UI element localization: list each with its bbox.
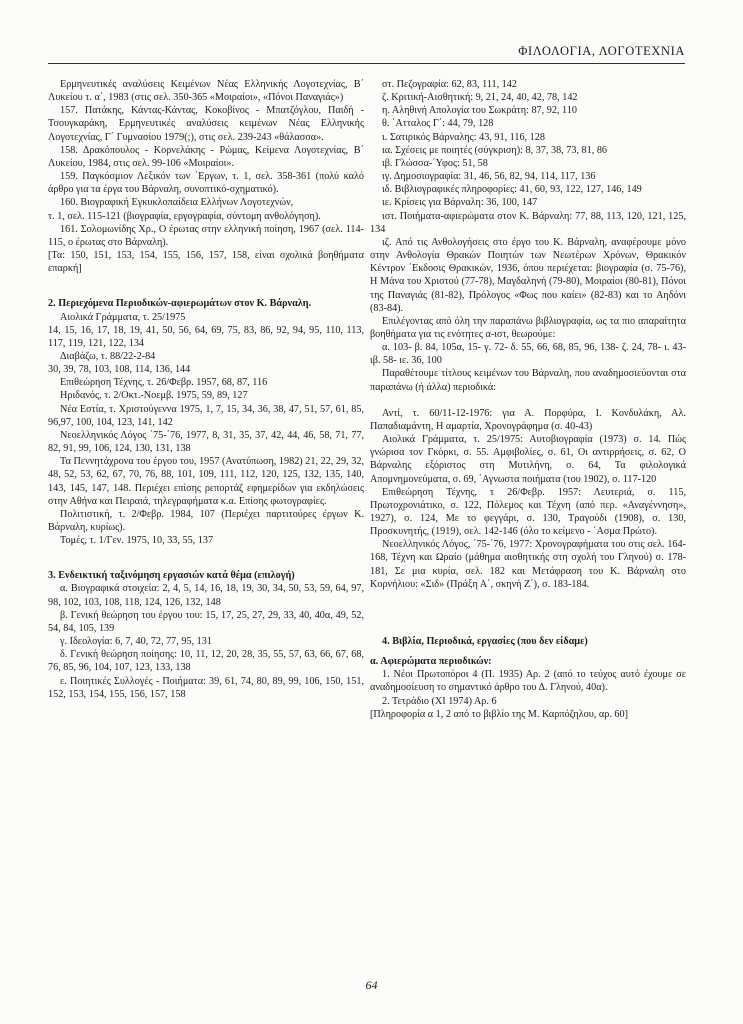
topic-entry: ιε. Κρίσεις για Βάρναλη: 36, 100, 147: [382, 197, 538, 209]
entry-160-cont: τ. 1, σελ. 115-121 (βιογραφία, εργογραφία, σύντομη ανθολόγηση).: [48, 210, 321, 222]
section-heading: 4. Βιβλία, Περιοδικά, εργασίες (που δεν είδαμε): [382, 635, 588, 647]
topic-entry: ιζ. Από τις Ανθολογήσεις στο έργο του Κ. Βάρναλη, αναφέρουμε μόνο στην Ανθολογία Θρακών Ποιητών των Νεωτέρων Χρόνων, Θρακικόν Κέντρον ΄Εκδοσις Θρακικών, 1936, όπου περιέχεται: βιογραφία (σ. 75-76), Η Μάνα του Χριστού (77-78), Μαγδαληνή (79-80), Μοιραίοι (80-81), Πόνοι της Παναγιάς (81-82), Πρόλογος «Φως που καίει» (82-83) και το Αηδόνι (83-84).: [370, 236, 686, 314]
running-title: ΦΙΛΟΛΟΓΙΑ, ΛΟΓΟΤΕΧΝΙΑ: [518, 44, 685, 58]
topic-entry: α. Βιογραφικά στοιχεία: 2, 4, 5, 14, 16, 18, 19, 30, 34, 50, 53, 59, 64, 97, 98, 102, 103, 108, 118, 124, 126, 132, 148: [48, 583, 364, 608]
header-rule: [48, 63, 685, 64]
periodical-entry: Νεοελληνικός Λόγος ΄75-΄76, 1977, 8, 31, 35, 37, 42, 44, 46, 58, 71, 77, 82, 91, 99, 106, 124, 130, 131, 138: [48, 429, 364, 455]
summary-text: Παραθέτουμε τίτλους κειμένων του Βάρναλη, που αναδημοσιεύονται στα παραπάνω (ή άλλα) περιοδικά:: [370, 368, 686, 393]
periodical-entry: Διαβάζω, τ. 88/22-2-84: [60, 350, 156, 362]
section-heading: 3. Ενδεικτική ταξινόμηση εργασιών κατά θέμα (επιλογή): [48, 570, 295, 582]
topic-entry: ιβ. Γλώσσα-΄Υφος: 51, 58: [382, 157, 488, 169]
periodical-entry: Επιθεώρηση Τέχνης, τ. 26/Φεβρ. 1957, 68, 87, 116: [60, 377, 268, 389]
entry-161: 161. Σολομωνίδης Χρ., Ο έρωτας στην ελληνική ποίηση, 1967 (σελ. 114-115, ο έρωτας στο Βάρναλη).: [48, 223, 364, 248]
unseen-entry: 2. Τετράδιο (ΧΙ 1974) Αρ. 6: [382, 695, 497, 707]
periodical-entry: Αιολικά Γράμματα, τ. 25/1975: [60, 311, 186, 323]
topic-entry: ε. Ποιητικές Συλλογές - Ποιήματα: 39, 61, 74, 80, 89, 99, 106, 150, 151, 152, 153, 154, 155, 156, 157, 158: [48, 675, 364, 700]
summary-text: Επιλέγοντας από όλη την παραπάνω βιβλιογραφία, ως τα πιο απαραίτητα βοηθήματα για τις ενότητες α-ιστ, θεωρούμε:: [370, 315, 686, 340]
periodical-entry: 30, 39, 78, 103, 108, 114, 136, 144: [48, 364, 191, 376]
subsection-heading: α. Αφιερώματα περιοδικών:: [370, 656, 492, 668]
left-column: [48, 78, 364, 701]
entry-159: 159. Παγκόσμιον Λεξικόν των ΄Εργων, τ. 1, σελ. 358-361 (πολύ καλό άρθρο για τα έργα του Βάρναλη, συνοπτικό-σχηματικό).: [48, 171, 364, 196]
entry-text: Ερμηνευτικές αναλύσεις Κειμένων Νέας Ελληνικής Λογοτεχνίας, Β΄ Λυκείου τ. α΄, 1983 (στις σελ. 350-365 «Μοιραίοι», «Πόνοι Παναγιάς»): [48, 79, 364, 104]
note-school-aids: [Τα: 150, 151, 153, 154, 155, 156, 157, 158, είναι σχολικά βοηθήματα επαρκή]: [48, 250, 364, 275]
topic-entry: ι. Σατιρικός Βάρναλης: 43, 91, 116, 128: [382, 131, 545, 143]
reprint-entry: Αιολικά Γράμματα, τ. 25/1975: Αυτοβιογραφία (1973) σ. 14. Πώς γνώρισα τον Γκόρκι, σ. 55. Αμφιβολίες, σ. 61, Οι αντιρρήσεις, σ. 62, Ο Βάρναλης εξόριστος στη Μυτιλήνη, σ. 64, Τα φιλολογικά Απομνημονεύματα, σ. 69, ΄Αγνωστα ποιήματα (του 1902), σ. 117-120: [370, 434, 686, 485]
topic-entry: θ. ΄Ατταλος Γ΄: 44, 79, 128: [382, 118, 494, 130]
reprint-entry: Επιθεώρηση Τέχνης, τ 26/Φεβρ. 1957: Λευτεριά, σ. 115, Πρωτοχρονιάτικο, σ. 122, Πόλεμος και Τέχνη (από περ. «Αναγέννηση», 1927), σ. 124, Με το φεγγάρι, σ. 130, Τραγούδι (1908), σ. 130, Προσκυνητής, (1919), σελ. 142-146 (όλο το κείμενο - ΄Ασμα Πρώτο).: [370, 486, 686, 538]
periodical-entry: Τα Πεννητάχρονα του έργου του, 1957 (Ανατύπωση, 1982) 21, 22, 29, 32, 48, 52, 53, 62, 67, 70, 76, 88, 101, 109, 111, 112, 120, 125, 132, 135, 140, 143, 145, 147, 148. Περιέχει επίσης ρεπορτάζ εφημερίδων για εκδηλώσεις στην Αθήνα και Πειραιά, τηλεγραφήματα κ.α. Επίσης φωτογραφίες.: [48, 456, 364, 507]
topic-entry: ιγ. Δημοσιογραφία: 31, 46, 56, 82, 94, 114, 117, 136: [382, 171, 596, 183]
topic-entry: δ. Γενική θεώρηση ποίησης: 10, 11, 12, 20, 28, 35, 55, 57, 63, 66, 67, 68, 76, 85, 96, 104, 107, 123, 133, 138: [48, 649, 364, 674]
unseen-entry: 1. Νέοι Πρωτοπόροι 4 (Π. 1935) Αρ. 2 (από το τεύχος αυτό έχουμε σε αναδημοσίευση το σημαντικό άρθρο του Δ. Γληνού, 40α).: [370, 669, 686, 694]
entry-160: 160. Βιογραφική Εγκυκλοπαίδεια Ελλήνων Λογοτεχνών,: [60, 197, 294, 209]
topic-entry: β. Γενική θεώρηση του έργου του: 15, 17, 25, 27, 29, 33, 40, 40α, 49, 52, 54, 84, 105, 139: [48, 609, 364, 634]
right-column: [370, 78, 686, 721]
periodical-entry: Νέα Εστία, τ. Χριστούγεννα 1975, 1, 7, 15, 34, 36, 38, 47, 51, 57, 61, 85, 96,97, 100, 104, 123, 141, 142: [48, 403, 364, 428]
periodical-entry: Ηριδανός, τ. 2/Οκτ.-Νοεμβ. 1975, 59, 89, 127: [60, 390, 248, 402]
periodical-entry: Τομές, τ. 1/Γεν. 1975, 10, 33, 55, 137: [60, 535, 214, 547]
entry-158: 158. Δρακόπουλος - Κορνελάκης - Ρώμας, Κείμενα Λογοτεχνίας, Β΄ Λυκείου, 1984, στις σελ. 99-106 «Μοιραίοι».: [48, 144, 364, 169]
entry-157: 157. Πατάκης, Κάντας-Κάντας, Κοκοβίνος - Μπατζόγλου, Παιδή - Τσουγκαράκη, Ερμηνευτικές αναλύσεις κειμένων Νέας Ελληνικής Λογοτεχνίας, Γ΄ Γυμνασίου 1979(;), στις σελ. 239-243 «θάλασσα».: [48, 105, 364, 143]
topic-entry: η. Αληθινή Απολογία του Σωκράτη: 87, 92, 110: [382, 105, 577, 117]
topic-entry: στ. Πεζογραφία: 62, 83, 111, 142: [382, 79, 517, 90]
reprint-entry: Αντί, τ. 60/11-12-1976: για Α. Πορφύρα, Ι. Κονδυλάκη, Αλ. Παπαδιαμάντη, Η αμαρτία, Χρονογράφημα (σ. 40-43): [370, 407, 686, 432]
topic-entry: ιστ. Ποιήματα-αφιερώματα στον Κ. Βάρναλη: 77, 88, 113, 120, 121, 125, 134: [370, 210, 686, 235]
periodical-entry: Πολιτιστική, τ. 2/Φεβρ. 1984, 107 (Περιέχει παρτιτούρες έργων Κ. Βάρναλη, κυρίως).: [48, 508, 364, 533]
summary-list: α. 103- β. 84, 105α, 15- γ. 72- δ. 55, 66, 68, 85, 96, 138- ζ. 24, 78- ι. 43- ιβ. 58- ιε. 36, 100: [370, 342, 686, 367]
topic-entry: ια. Σχέσεις με ποιητές (σύγκριση): 8, 37, 38, 73, 81, 86: [382, 144, 608, 156]
source-note: [Πληροφορία α 1, 2 από το βιβλίο της Μ. Καρπόζηλου, αρ. 60]: [370, 708, 628, 720]
periodical-entry: 14, 15, 16, 17, 18, 19, 41, 50, 56, 64, 69, 75, 83, 86, 92, 94, 95, 110, 113, 117, 119, 121, 122, 134: [48, 324, 364, 349]
reprint-entry: Νεοελληνικός Λόγος, ΄75-΄76, 1977: Χρονογραφήματα του στις σελ. 164-168, Τέχνη και Ωραίο (μάθημα αισθητικής στη σχολή του Γληνού) σ. 178-181, Σε μια κυρία, σελ. 182 και Μετάφραση του Κ. Βάρναλη στο Κορνήλιου: «Σιδ» (Πράξη Α΄, σκηνή Ζ΄), σ. 183-184.: [370, 539, 686, 590]
topic-entry: ζ. Κριτική-Αισθητική: 9, 21, 24, 40, 42, 78, 142: [382, 92, 578, 104]
page-number: 64: [365, 978, 378, 992]
section-heading: 2. Περιεχόμενα Περιοδικών-αφιερωμάτων στον Κ. Βάρναλη.: [48, 298, 312, 310]
topic-entry: ιδ. Βιβλιογραφικές πληροφορίες: 41, 60, 93, 122, 127, 146, 149: [382, 184, 642, 196]
topic-entry: γ. Ιδεολογία: 6, 7, 40, 72, 77, 95, 131: [60, 636, 212, 648]
